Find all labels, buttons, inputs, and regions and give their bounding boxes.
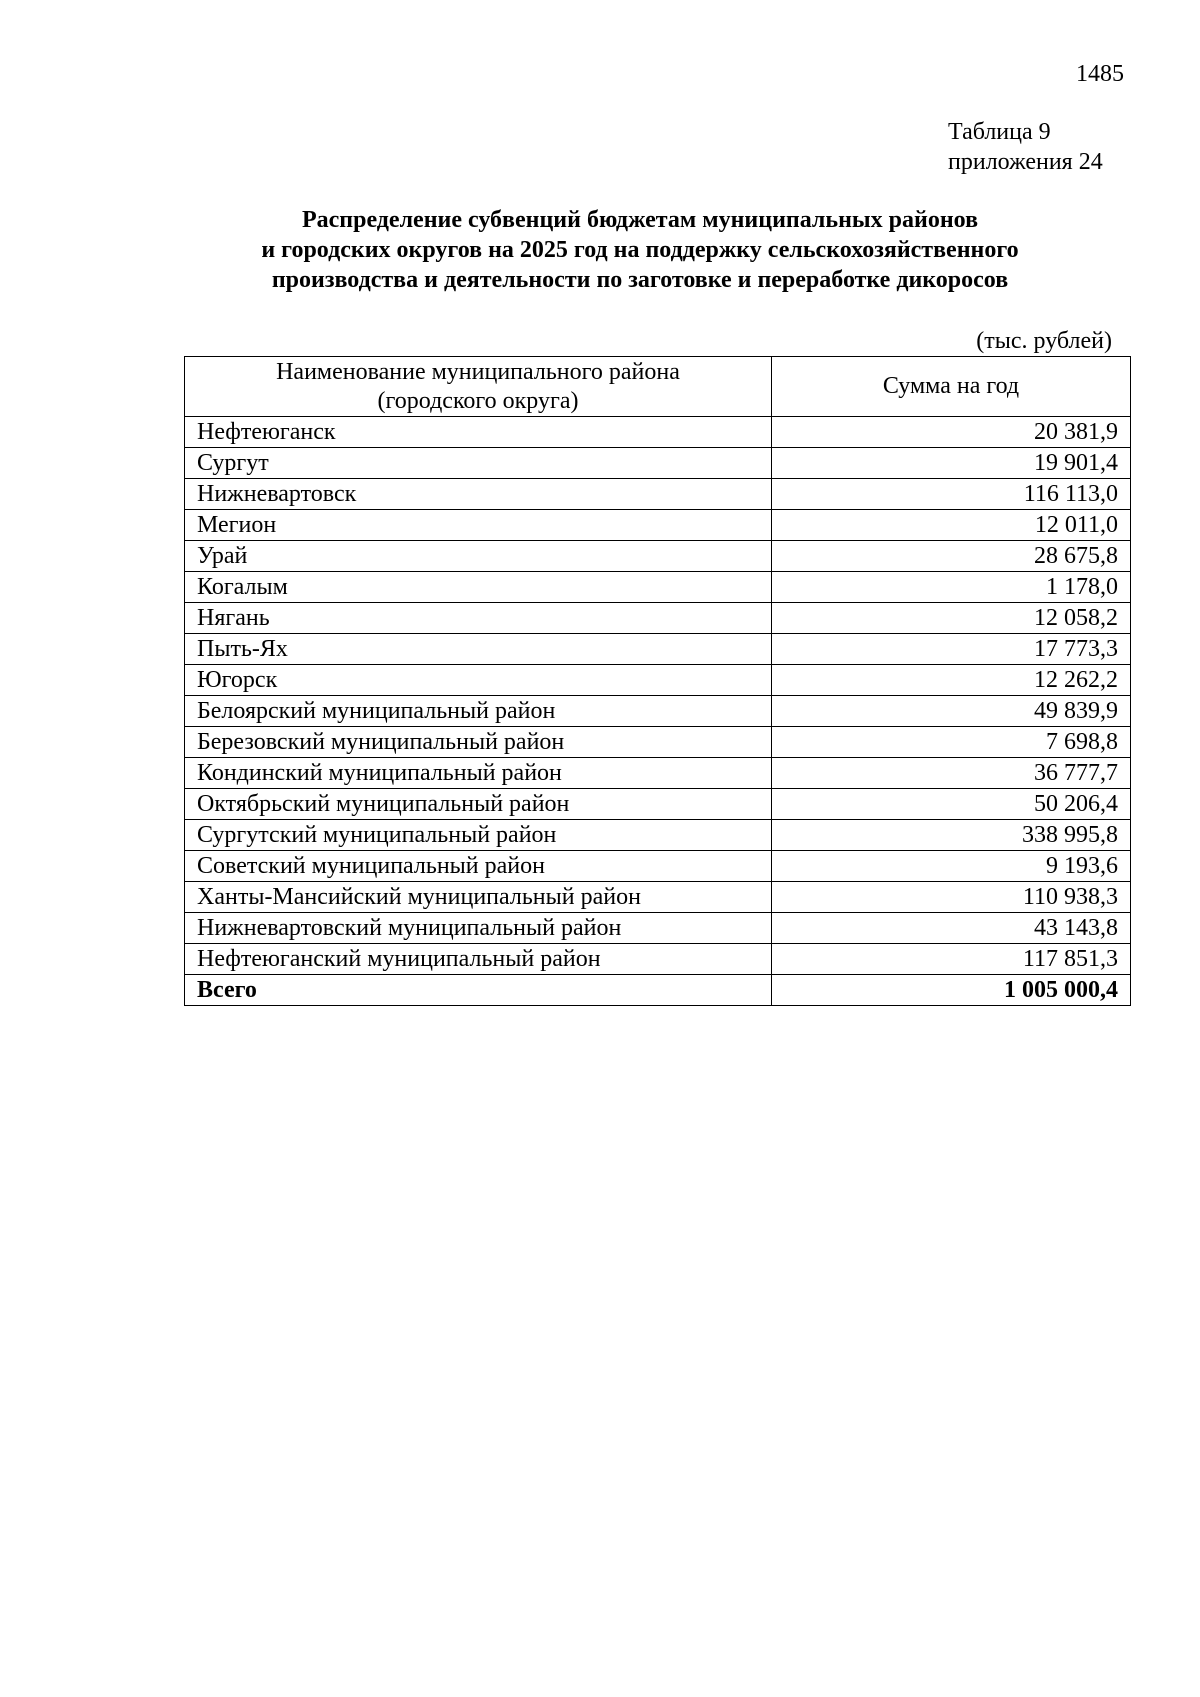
table-row [185, 882, 1131, 913]
header-amount: Сумма на год [772, 357, 1131, 417]
row-name: Советский муниципальный район [185, 851, 772, 882]
row-name: Сургут [185, 448, 772, 479]
table-row [185, 417, 1131, 448]
row-name: Березовский муниципальный район [185, 727, 772, 758]
total-amount: 1 005 000,4 [772, 975, 1131, 1006]
table-row [185, 820, 1131, 851]
row-name: Югорск [185, 665, 772, 696]
row-amount: 9 193,6 [772, 851, 1131, 882]
title-line: и городских округов на 2025 год на поддержку сельскохозяйственного [261, 237, 1019, 263]
row-name: Кондинский муниципальный район [185, 758, 772, 789]
document-title [160, 205, 1120, 295]
row-amount: 338 995,8 [772, 820, 1131, 851]
row-amount: 12 011,0 [772, 510, 1131, 541]
total-label: Всего [185, 975, 772, 1006]
row-amount: 43 143,8 [772, 913, 1131, 944]
table-row [185, 510, 1131, 541]
table-reference-line: Таблица 9 [948, 119, 1051, 145]
row-name: Мегион [185, 510, 772, 541]
page-number: 1485 [1076, 61, 1124, 87]
table-row [185, 603, 1131, 634]
table-row [185, 572, 1131, 603]
row-amount: 17 773,3 [772, 634, 1131, 665]
row-amount: 12 262,2 [772, 665, 1131, 696]
row-name: Нягань [185, 603, 772, 634]
row-name: Белоярский муниципальный район [185, 696, 772, 727]
table-body [185, 417, 1131, 1006]
row-amount: 117 851,3 [772, 944, 1131, 975]
units-label: (тыс. рублей) [976, 328, 1112, 354]
table-row [185, 944, 1131, 975]
table-reference-line: приложения 24 [948, 149, 1103, 175]
row-name: Ханты-Мансийский муниципальный район [185, 882, 772, 913]
header-name [185, 357, 772, 417]
row-amount: 12 058,2 [772, 603, 1131, 634]
subvention-table [184, 356, 1131, 1006]
table-row [185, 541, 1131, 572]
total-row [185, 975, 1131, 1006]
table-row [185, 448, 1131, 479]
row-amount: 20 381,9 [772, 417, 1131, 448]
table-row [185, 665, 1131, 696]
row-amount: 50 206,4 [772, 789, 1131, 820]
row-name: Нижневартовский муниципальный район [185, 913, 772, 944]
row-name: Пыть-Ях [185, 634, 772, 665]
header-name-line: (городского округа) [377, 387, 579, 414]
table-header-row [185, 357, 1131, 417]
row-amount: 1 178,0 [772, 572, 1131, 603]
row-amount: 110 938,3 [772, 882, 1131, 913]
row-amount: 49 839,9 [772, 696, 1131, 727]
table-reference [948, 117, 1103, 177]
row-amount: 7 698,8 [772, 727, 1131, 758]
row-amount: 28 675,8 [772, 541, 1131, 572]
table-row [185, 634, 1131, 665]
table-row [185, 913, 1131, 944]
row-name: Нижневартовск [185, 479, 772, 510]
title-line: Распределение субвенций бюджетам муниципальных районов [301, 207, 979, 233]
title-line: производства и деятельности по заготовке и переработке дикоросов [271, 267, 1009, 293]
row-amount: 19 901,4 [772, 448, 1131, 479]
row-name: Нефтеюганский муниципальный район [185, 944, 772, 975]
table-row [185, 851, 1131, 882]
table-row [185, 758, 1131, 789]
row-name: Октябрьский муниципальный район [185, 789, 772, 820]
row-name: Нефтеюганск [185, 417, 772, 448]
header-name-line: Наименование муниципального района [276, 358, 680, 385]
table-row [185, 479, 1131, 510]
table-row [185, 727, 1131, 758]
row-name: Когалым [185, 572, 772, 603]
row-amount: 36 777,7 [772, 758, 1131, 789]
row-name: Урай [185, 541, 772, 572]
table-row [185, 789, 1131, 820]
row-name: Сургутский муниципальный район [185, 820, 772, 851]
row-amount: 116 113,0 [772, 479, 1131, 510]
table-row [185, 696, 1131, 727]
